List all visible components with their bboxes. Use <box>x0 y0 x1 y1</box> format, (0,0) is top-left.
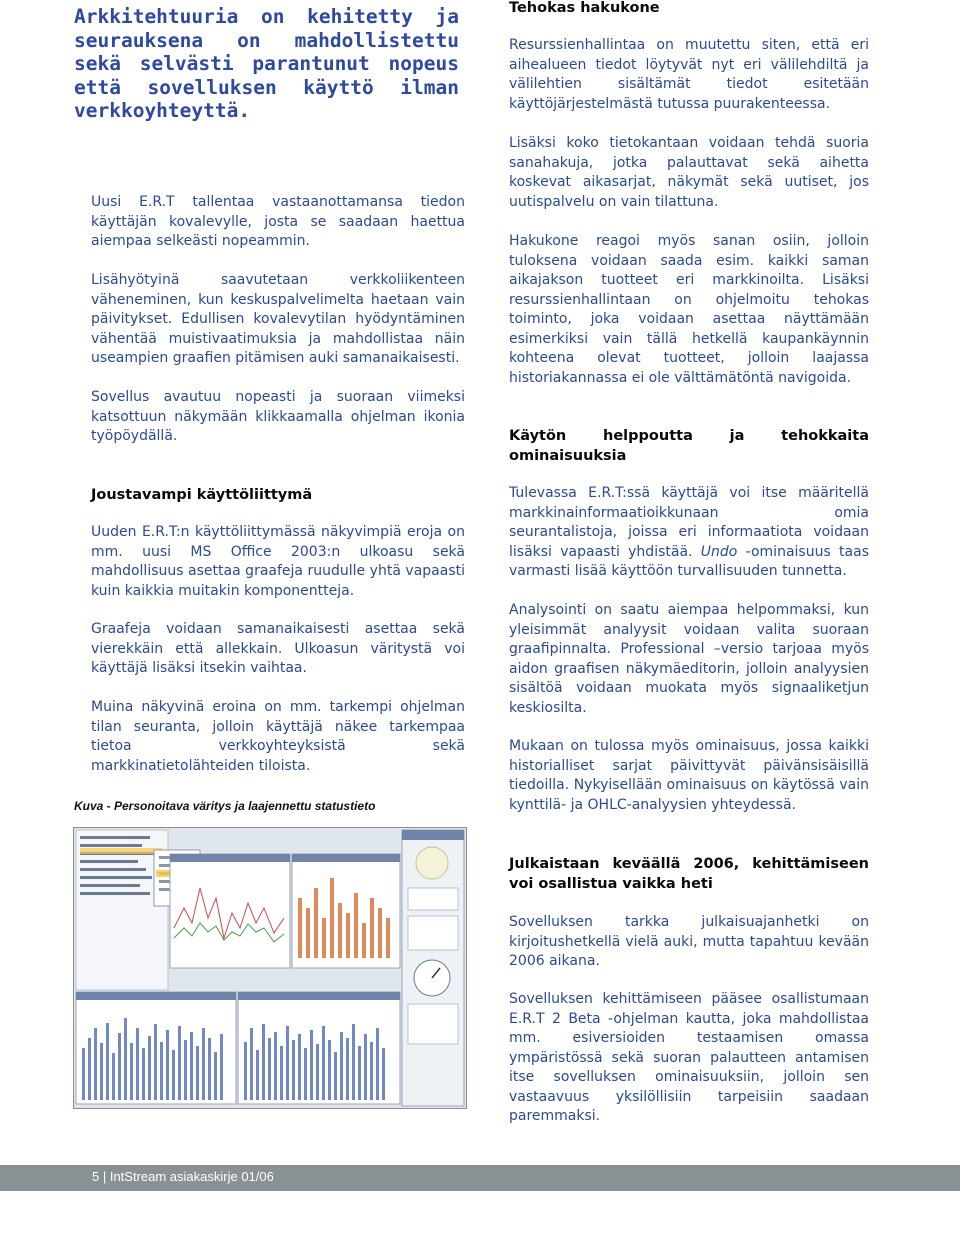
right-block <box>509 601 869 718</box>
section-heading-usability: Käytön helppoutta ja tehokkaita ominaisuuksia <box>509 428 869 464</box>
paragraph: Hakukone reagoi myös sanan osiin, jolloin tuloksena voidaan saada esim. kaikki saman aikajakson tuotteet eri markkinoilta. Lisäksi resurssienhallintaan on ohjelmoitu tehokas toiminto, joka voidaan asettaa näyttämään esimerkiksi vain tällä hetkellä kaupankäynnin kohteena olevat tuotteet, jolloin laajassa historiakannassa ei ole välttämätöntä navigoida. <box>509 233 869 386</box>
paragraph: Uuden E.R.T:n käyttöliittymässä näkyvimpiä eroja on mm. uusi MS Office 2003:n ulkoasu sekä mahdollisuus asettaa graafeja ruudulle yhtä vapaasti kuin kaikkia muitakin komponentteja. <box>91 524 465 599</box>
paragraph: Sovelluksen kehittämiseen pääsee osallistumaan E.R.T 2 Beta -ohjelman kautta, joka mahdollistaa mm. esiversioiden testaamisen omassa ympäristössä sekä suoran palautteen antamisen itse sovelluksen ominaisuuksiin, jolloin sen vastaavuus yksilöllisiin tarpeisiin saadaan paremmaksi. <box>509 991 869 1124</box>
paragraph: Uusi E.R.T tallentaa vastaanottamansa tiedon käyttäjän kovalevylle, josta se saadaan haettua aiempaa selkeästi nopeammin. <box>91 194 465 249</box>
paragraph: Lisäksi koko tietokantaan voidaan tehdä suoria sanahakuja, jotka palauttavat sekä aihetta koskevat aikasarjat, näkymät sekä uutiset, jos uutispalvelu on vain tilattuna. <box>509 135 869 210</box>
text-run: -ominaisuus taas varmasti lisää käyttöön turvallisuuden tunnetta. <box>509 543 869 579</box>
left-section <box>91 485 465 505</box>
right-heading-block <box>509 426 869 466</box>
paragraph: Mukaan on tulossa myös ominaisuus, jossa kaikki historialliset sarjat päivittyvät päivänsisäisillä tiedoilla. Nykyisellään ominaisuus on käytössä vain kynttilä- ja OHLC-analyysien yhteydessä. <box>509 738 869 813</box>
right-block <box>509 913 869 972</box>
right-block <box>509 36 869 114</box>
right-block <box>509 990 869 1127</box>
undo-term: Undo <box>700 543 738 560</box>
left-section-body <box>91 523 465 601</box>
right-block <box>509 232 869 388</box>
article-headline: Arkkitehtuuria on kehitetty ja seurauksena on mahdollistettu sekä selvästi parantunut nopeus että sovelluksen käyttö ilman verkkoyhteyttä. <box>74 5 459 122</box>
section-heading-release: Julkaistaan keväällä 2006, kehittämiseen voi osallistua vaikka heti <box>509 856 869 892</box>
section-heading-search: Tehokas hakukone <box>509 0 660 16</box>
text-run: Tulevassa E.R.T:ssä käyttäjä voi itse määritellä markkinainformaatioikkunaan omia seurantalistoja, joissa eri informaatiota voidaan lisäksi vapaasti yhdistää. <box>509 485 869 560</box>
left-column-block <box>91 271 465 369</box>
left-column-block <box>91 388 465 447</box>
right-block <box>509 737 869 815</box>
paragraph: Muina näkyvinä eroina on mm. tarkempi ohjelman tilan seuranta, jolloin käyttäjä näkee tarkempaa tietoa verkkoyhteyksistä sekä markkinatietolähteiden tiloista. <box>91 699 465 774</box>
paragraph: Lisähyötyinä saavutetaan verkkoliikenteen väheneminen, kun keskuspalvelimelta haetaan vain päivitykset. Edullisen kovalevytilan hyödyntäminen vähentää muistivaatimuksia ja mahdollistaa näin useampien graafien pitämisen auki samanaikaisesti. <box>91 272 465 366</box>
section-heading: Joustavampi käyttöliittymä <box>91 487 313 503</box>
paragraph: Resurssienhallintaa on muutettu siten, että eri aihealueen tiedot löytyvät nyt eri välilehdiltä ja välilehtien sisältämät tiedot esitetään käyttöjärjestelmästä tutussa puurakenteessa. <box>509 37 869 112</box>
screenshot-image <box>74 828 466 1108</box>
paragraph: Sovelluksen tarkka julkaisuajanhetki on kirjoitushetkellä vielä auki, mutta tapahtuu kevään 2006 aikana. <box>509 914 869 969</box>
left-column <box>91 193 465 252</box>
right-heading-block <box>509 854 869 894</box>
left-section-body <box>91 620 465 679</box>
application-screenshot <box>73 827 467 1109</box>
paragraph: Analysointi on saatu aiempaa helpommaksi, kun yleisimmät analyysit voidaan valita suoraan graafipinnalta. Professional –versio tarjoaa myös aidon graafisen näkymäeditorin, jolloin analyysien sisältöä voidaan muokata myös signaaliketjun keskiosilta. <box>509 602 869 716</box>
left-section-body <box>91 698 465 776</box>
paragraph: Graafeja voidaan samanaikaisesti asettaa sekä vierekkäin että allekkain. Ulkoasun väritystä voi käyttäjä lisäksi itsekin vaihtaa. <box>91 621 465 676</box>
paragraph <box>509 484 869 582</box>
right-heading-block <box>509 0 869 18</box>
right-block <box>509 134 869 212</box>
footer-text: 5 | IntStream asiakaskirje 01/06 <box>92 1169 274 1184</box>
page-footer <box>0 1165 960 1191</box>
right-block <box>509 484 869 582</box>
figure-caption: Kuva - Personoitava väritys ja laajennettu statustieto <box>74 799 376 813</box>
paragraph: Sovellus avautuu nopeasti ja suoraan viimeksi katsottuun näkymään klikkaamalla ohjelman ikonia työpöydällä. <box>91 389 465 444</box>
